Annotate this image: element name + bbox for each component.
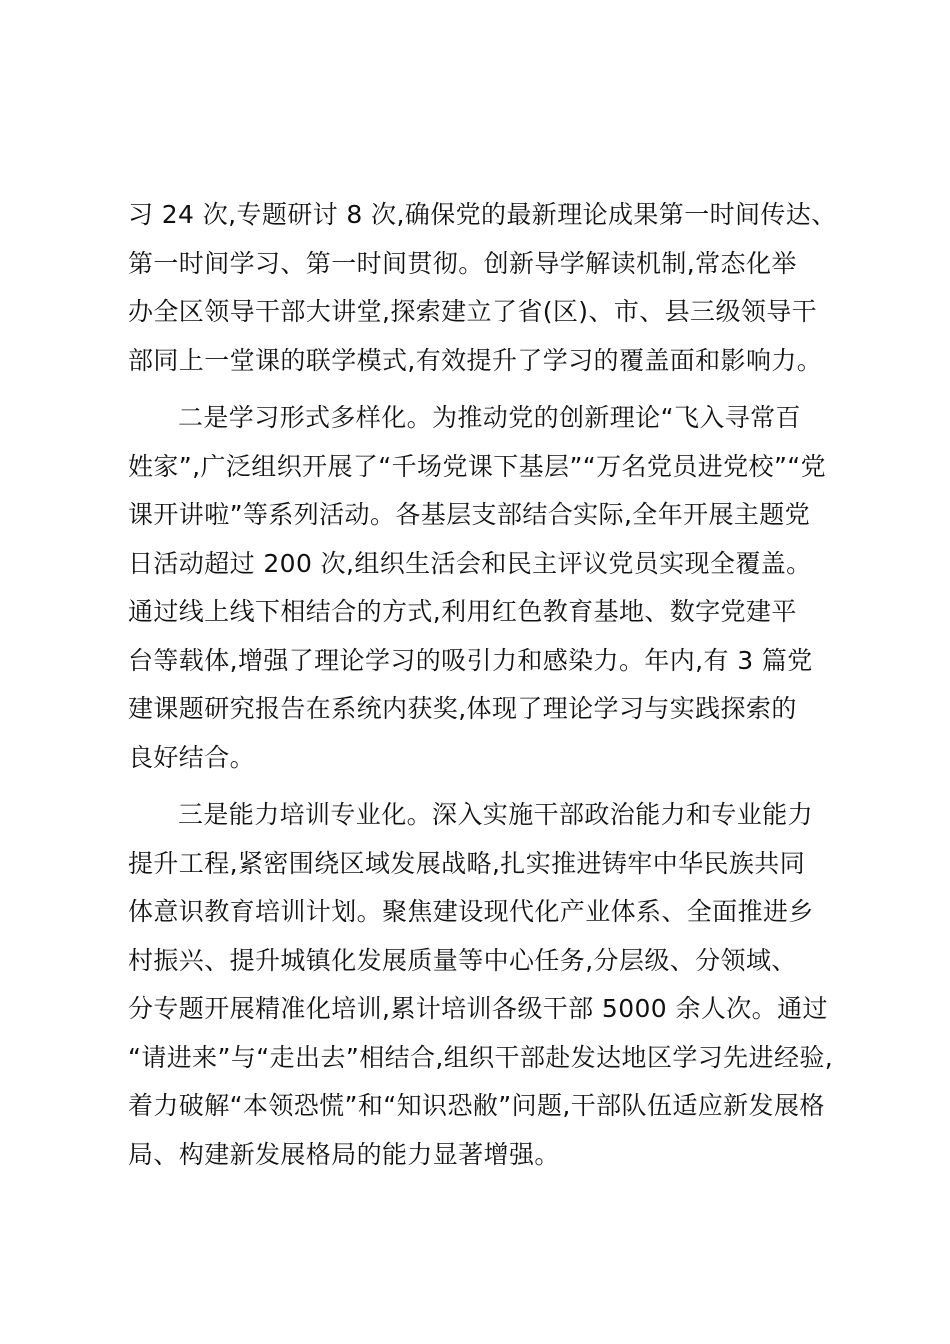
text-line: 习 24 次,专题研讨 8 次,确保党的最新理论成果第一时间传达、: [128, 200, 837, 229]
paragraph-continuation: [128, 191, 837, 385]
text-line: 办全区领导干部大讲堂,探索建立了省(区)、市、县三级领导干: [128, 297, 818, 326]
text-line: 村振兴、提升城镇化发展质量等中心任务,分层级、分领域、: [128, 945, 797, 975]
paragraph-learning-forms: [128, 394, 828, 782]
text-line: 通过线上线下相结合的方式,利用红色教育基地、数字党建平: [128, 597, 797, 626]
text-line: 部同上一堂课的联学模式,有效提升了学习的覆盖面和影响力。: [128, 345, 823, 375]
text-line: 良好结合。: [128, 742, 256, 772]
text-line: 日活动超过 200 次,组织生活会和民主评议党员实现全覆盖。: [128, 548, 812, 578]
text-line: 分专题开展精准化培训,累计培训各级干部 5000 余人次。通过: [128, 994, 828, 1023]
text-line: 课开讲啦”等系列活动。各基层支部结合实际,全年开展主题党: [128, 500, 811, 529]
text-line: 体意识教育培训计划。聚焦建设现代化产业体系、全面推进乡: [128, 897, 814, 926]
text-line: 姓家”,广泛组织开展了“千场党课下基层”“万名党员进党校”“党: [128, 451, 827, 481]
paragraph-capacity-training: [128, 791, 834, 1179]
text-line: “请进来”与“走出去”相结合,组织干部赴发达地区学习先进经验,: [128, 1042, 834, 1072]
text-line: 台等载体,增强了理论学习的吸引力和感染力。年内,有 3 篇党: [128, 645, 813, 675]
text-line: 提升工程,紧密围绕区域发展战略,扎实推进铸牢中华民族共同: [128, 848, 806, 878]
text-line: 着力破解“本领恐慌”和“知识恐敝”问题,干部队伍适应新发展格: [128, 1091, 825, 1120]
text-line: 局、构建新发展格局的能力显著增强。: [128, 1139, 560, 1169]
text-line: 二是学习形式多样化。为推动党的创新理论“飞入寻常百: [178, 403, 801, 432]
document-body: [128, 191, 837, 1179]
text-line: 三是能力培训专业化。深入实施干部政治能力和专业能力: [178, 800, 814, 829]
text-line: 第一时间学习、第一时间贯彻。创新导学解读机制,常态化举: [128, 248, 797, 278]
text-line: 建课题研究报告在系统内获奖,体现了理论学习与实践探索的: [128, 694, 797, 723]
